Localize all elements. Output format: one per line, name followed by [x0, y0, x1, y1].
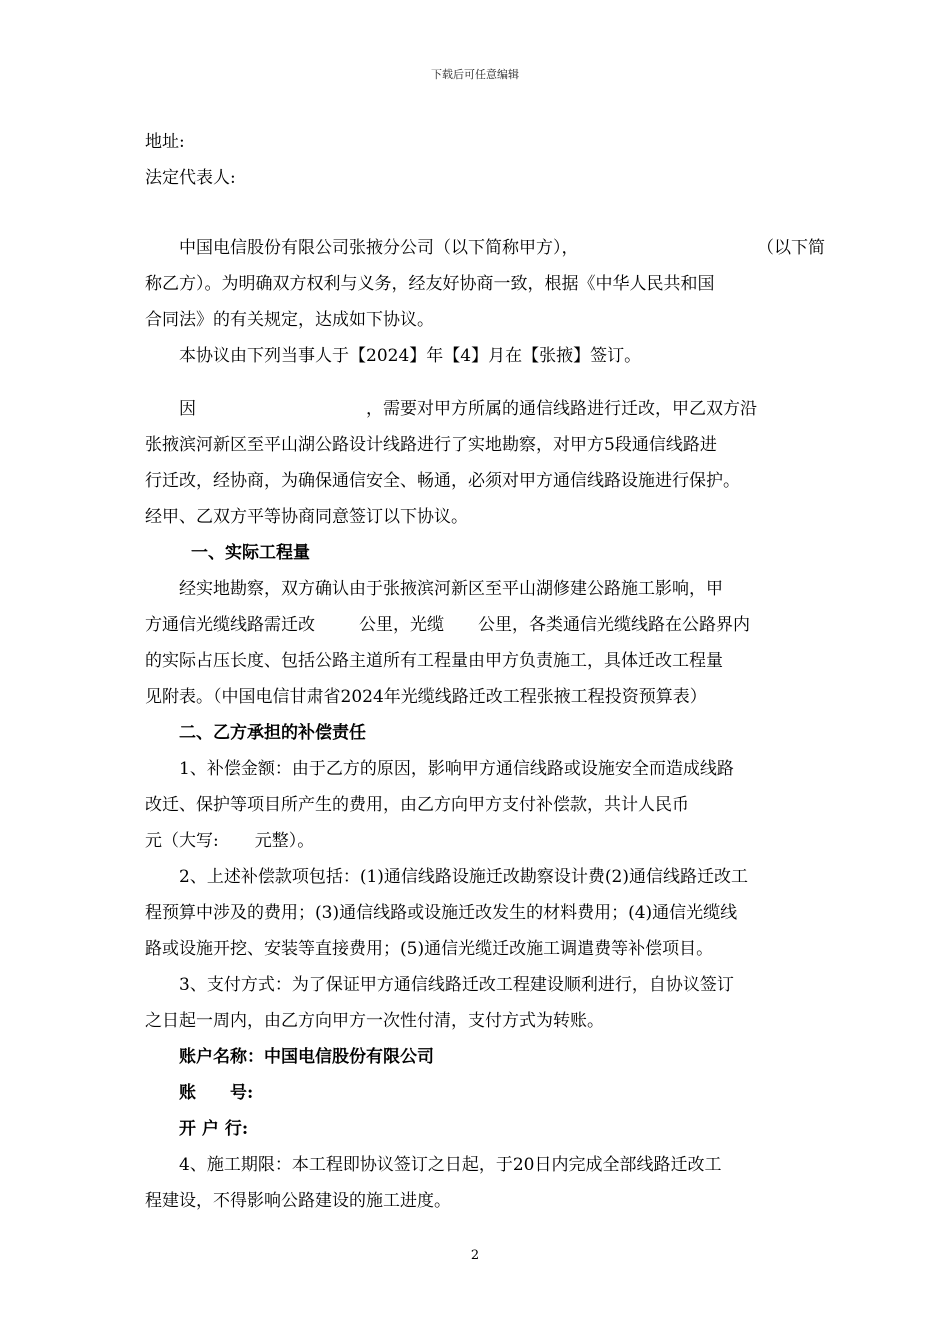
paragraph-parties-line-3: 合同法》的有关规定，达成如下协议。	[145, 310, 434, 330]
paragraph-signing-date: 本协议由下列当事人于【2024】年【4】月在【张掖】签订。	[179, 346, 642, 366]
section-1-line-1: 经实地勘察，双方确认由于张掖滨河新区至平山湖修建公路施工影响，甲	[179, 579, 723, 599]
header-note: 下载后可任意编辑	[431, 68, 519, 81]
page-number: 2	[470, 1248, 480, 1263]
bank-line: 开 户 行:	[179, 1119, 249, 1139]
party-a-text: 中国电信股份有限公司张掖分公司（以下简称甲方），	[179, 238, 579, 258]
reason-prefix: 因	[179, 399, 196, 419]
section-2-item-2-line-1: 2、上述补偿款项包括：(1)通信线路设施迁改勘察设计费(2)通信线路迁改工	[179, 867, 748, 887]
section-2-item-1-line-2: 改迁、保护等项目所产生的费用，由乙方向甲方支付补偿款，共计人民币	[145, 795, 689, 815]
section-2-item-1-line-3	[145, 823, 825, 859]
account-number-line: 账 号:	[179, 1083, 254, 1103]
section-1-line-4: 见附表。（中国电信甘肃省2024年光缆线路迁改工程张掖工程投资预算表）	[145, 687, 707, 707]
paragraph-reason-line-4: 经甲、乙双方平等协商同意签订以下协议。	[145, 507, 468, 527]
spacer	[145, 374, 825, 391]
paragraph-parties-line-1	[145, 230, 825, 266]
section-2-item-4-line-2: 程建设，不得影响公路建设的施工进度。	[145, 1191, 451, 1211]
section-2-title: 二、乙方承担的补偿责任	[179, 723, 366, 743]
party-b-text: （以下简	[757, 238, 825, 258]
section-1-line-2	[145, 607, 825, 643]
paragraph-reason-line-2: 张掖滨河新区至平山湖公路设计线路进行了实地勘察，对甲方5段通信线路进	[145, 435, 717, 455]
section-2-item-1-line-1: 1、补偿金额：由于乙方的原因，影响甲方通信线路或设施安全而造成线路	[179, 759, 734, 779]
amount-in-words-label: 元（大写:	[145, 831, 219, 851]
section-2-item-3-line-2: 之日起一周内，由乙方向甲方一次性付清，支付方式为转账。	[145, 1011, 604, 1031]
document-body	[145, 124, 825, 1219]
cable-length-label: 方通信光缆线路需迁改	[145, 615, 315, 635]
section-2-item-4-line-1: 4、施工期限：本工程即协议签订之日起，于20日内完成全部线路迁改工	[179, 1155, 722, 1175]
legal-representative-line: 法定代表人:	[145, 168, 236, 188]
section-2-item-2-line-2: 程预算中涉及的费用；(3)通信线路或设施迁改发生的材料费用；(4)通信光缆线	[145, 903, 738, 923]
account-name-line: 账户名称：中国电信股份有限公司	[179, 1047, 434, 1067]
reason-text: ，需要对甲方所属的通信线路进行迁改，甲乙双方沿	[366, 399, 757, 419]
section-2-item-2-line-3: 路或设施开挖、安装等直接费用；(5)通信光缆迁改施工调遣费等补偿项目。	[145, 939, 714, 959]
spacer	[145, 196, 825, 230]
section-1-line-3: 的实际占压长度、包括公路主道所有工程量由甲方负责施工，具体迁改工程量	[145, 651, 723, 671]
amount-in-words-suffix: 元整）。	[254, 831, 315, 851]
section-1-title: 一、实际工程量	[191, 543, 310, 563]
paragraph-reason-line-1	[145, 391, 825, 427]
address-line: 地址:	[145, 132, 185, 152]
paragraph-parties-line-2: 称乙方）。为明确双方权利与义务，经友好协商一致，根据《中华人民共和国	[145, 274, 715, 294]
paragraph-reason-line-3: 行迁改，经协商，为确保通信安全、畅通，必须对甲方通信线路设施进行保护。	[145, 471, 740, 491]
fiber-length-label: 公里，光缆	[359, 615, 444, 635]
cable-scope-text: 公里，各类通信光缆线路在公路界内	[478, 615, 750, 635]
section-2-item-3-line-1: 3、支付方式：为了保证甲方通信线路迁改工程建设顺利进行，自协议签订	[179, 975, 734, 995]
